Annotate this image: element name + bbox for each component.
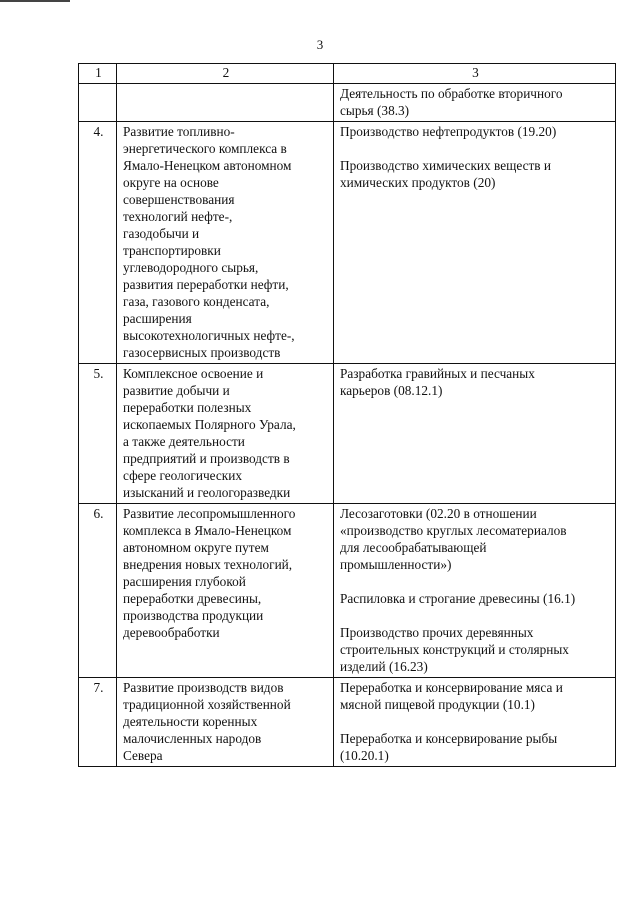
activity-line: (10.20.1) xyxy=(340,748,389,763)
activity-line: Производство химических веществ и xyxy=(340,158,552,173)
column-header-1: 1 xyxy=(79,64,117,84)
paragraph-gap xyxy=(340,573,611,590)
activity-line: Переработка и консервирование рыбы xyxy=(340,731,558,746)
direction-line: ископаемых Полярного Урала, xyxy=(123,417,296,432)
direction-line: расширения xyxy=(123,311,192,326)
row-number-cell: 4. xyxy=(79,122,117,364)
direction-line: высокотехнологичных нефте-, xyxy=(123,328,295,343)
direction-line: переработки древесины, xyxy=(123,591,262,606)
scan-edge-mark xyxy=(0,0,70,2)
activity-line: промышленности») xyxy=(340,557,452,572)
direction-line: развитие добычи и xyxy=(123,383,230,398)
activity-line: Производство нефтепродуктов (19.20) xyxy=(340,124,557,139)
row-number-cell: 5. xyxy=(79,364,117,504)
paragraph-gap xyxy=(340,713,611,730)
direction-line: изысканий и геологоразведки xyxy=(123,485,291,500)
direction-line: округе на основе xyxy=(123,175,219,190)
column-header-3: 3 xyxy=(334,64,616,84)
paragraph-gap xyxy=(340,140,611,157)
activity-line: Переработка и консервирование мяса и xyxy=(340,680,563,695)
table-row-continuation xyxy=(79,84,616,122)
activity-line: «производство круглых лесоматериалов xyxy=(340,523,567,538)
direction-line: переработки полезных xyxy=(123,400,252,415)
direction-line: газа, газового конденсата, xyxy=(123,294,270,309)
direction-line: а также деятельности xyxy=(123,434,245,449)
table-row xyxy=(79,364,616,504)
direction-line: деревообработки xyxy=(123,625,220,640)
activities-cell xyxy=(334,504,616,678)
direction-line: производства продукции xyxy=(123,608,264,623)
table-row xyxy=(79,678,616,767)
activity-line: карьеров (08.12.1) xyxy=(340,383,443,398)
table-row xyxy=(79,122,616,364)
direction-line: внедрения новых технологий, xyxy=(123,557,293,572)
direction-cell xyxy=(117,678,334,767)
column-header-2: 2 xyxy=(117,64,334,84)
activity-line: строительных конструкций и столярных xyxy=(340,642,569,657)
page-number: 3 xyxy=(316,37,324,52)
row-number-cell: 7. xyxy=(79,678,117,767)
direction-cell xyxy=(117,364,334,504)
direction-line: малочисленных народов xyxy=(123,731,262,746)
activity-line: для лесообрабатывающей xyxy=(340,540,487,555)
activity-line: изделий (16.23) xyxy=(340,659,428,674)
table-row xyxy=(79,504,616,678)
direction-line: газосервисных производств xyxy=(123,345,281,360)
row-number-cell: 6. xyxy=(79,504,117,678)
activity-line: Разработка гравийных и песчаных xyxy=(340,366,535,381)
direction-line: расширения глубокой xyxy=(123,574,246,589)
direction-line: Севера xyxy=(123,748,163,763)
activity-line: сырья (38.3) xyxy=(340,103,410,118)
direction-line: автономном округе путем xyxy=(123,540,269,555)
direction-line: Развитие производств видов xyxy=(123,680,284,695)
direction-line: Развитие лесопромышленного xyxy=(123,506,296,521)
activity-line: Лесозаготовки (02.20 в отношении xyxy=(340,506,537,521)
direction-cell xyxy=(117,122,334,364)
direction-line: углеводородного сырья, xyxy=(123,260,259,275)
direction-line: Комплексное освоение и xyxy=(123,366,264,381)
activity-line: Деятельность по обработке вторичного xyxy=(340,86,563,101)
direction-line: транспортировки xyxy=(123,243,221,258)
activities-cell xyxy=(334,122,616,364)
direction-line: предприятий и производств в xyxy=(123,451,290,466)
direction-line: технологий нефте-, xyxy=(123,209,233,224)
activity-line: мясной пищевой продукции (10.1) xyxy=(340,697,535,712)
paragraph-gap xyxy=(340,607,611,624)
row-number-cell xyxy=(79,84,117,122)
direction-line: комплекса в Ямало-Ненецком xyxy=(123,523,292,538)
direction-line: энергетического комплекса в xyxy=(123,141,287,156)
activities-cell xyxy=(334,84,616,122)
direction-line: Развитие топливно- xyxy=(123,124,235,139)
direction-line: развития переработки нефти, xyxy=(123,277,289,292)
activities-cell xyxy=(334,678,616,767)
direction-line: газодобычи и xyxy=(123,226,200,241)
activity-line: Производство прочих деревянных xyxy=(340,625,534,640)
activity-line: Распиловка и строгание древесины (16.1) xyxy=(340,591,576,606)
direction-cell xyxy=(117,504,334,678)
direction-line: деятельности коренных xyxy=(123,714,258,729)
table-header-row xyxy=(79,64,616,84)
direction-line: Ямало-Ненецком автономном xyxy=(123,158,292,173)
activities-table xyxy=(78,63,616,767)
activities-cell xyxy=(334,364,616,504)
direction-line: совершенствования xyxy=(123,192,235,207)
direction-cell xyxy=(117,84,334,122)
direction-line: традиционной хозяйственной xyxy=(123,697,291,712)
direction-line: сфере геологических xyxy=(123,468,243,483)
activity-line: химических продуктов (20) xyxy=(340,175,496,190)
